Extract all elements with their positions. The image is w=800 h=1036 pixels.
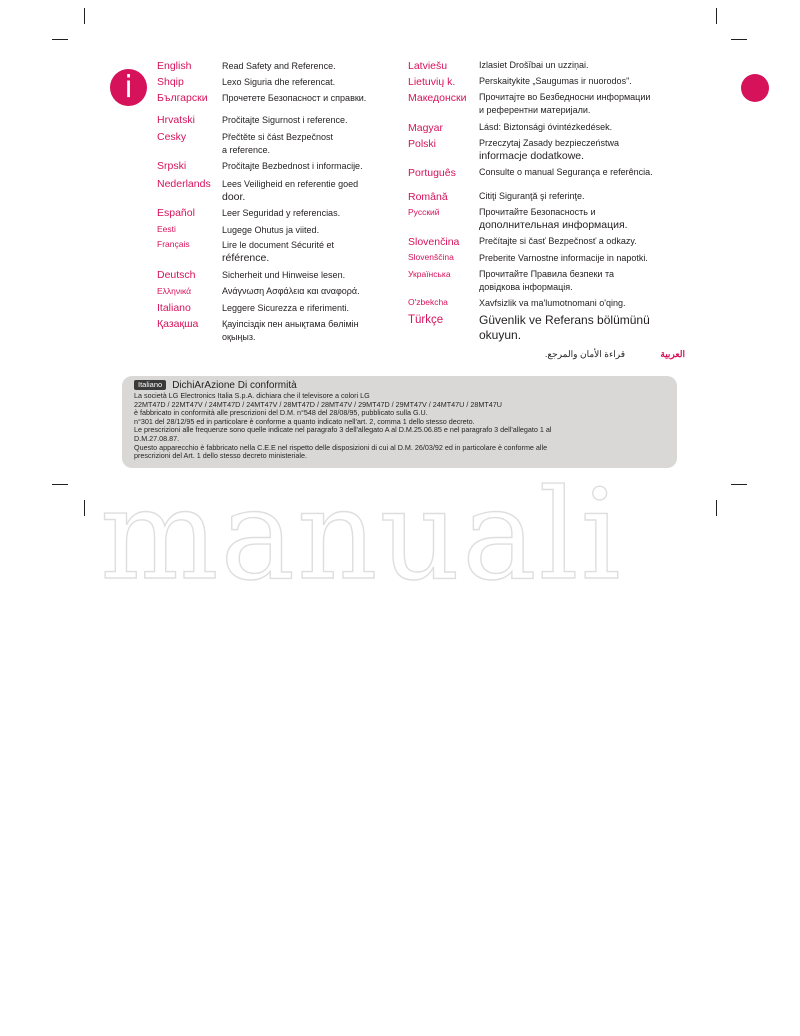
crop-mark [731, 484, 747, 485]
instruction-line: и референтни материјали. [479, 104, 591, 115]
edge-tab-icon [741, 74, 769, 102]
language-name: Slovenščina [408, 252, 454, 262]
language-instruction-arabic: قراءة الأمان والمرجع. [544, 349, 625, 359]
language-instruction: Ανάγνωση Ασφάλεια και αναφορά. [222, 286, 360, 296]
language-instruction: Leggere Sicurezza e riferimenti. [222, 303, 350, 313]
instruction-line: оқыңыз. [222, 331, 256, 342]
language-instruction: Lásd: Biztonsági óvintézkedések. [479, 122, 613, 132]
conformity-text [134, 392, 604, 461]
language-name: Cesky [157, 131, 187, 143]
conformity-line: Questo apparecchio è fabbricato nella C.E.E nel rispetto delle disposizioni di cui al D.M. 26/03/92 ed in particolare è conforme alle [134, 442, 548, 452]
language-instruction [479, 313, 650, 343]
instruction-line: Прочитайте Безопасность и [479, 207, 596, 217]
language-instruction: Lugege Ohutus ja viited. [222, 225, 320, 235]
language-name: Italiano [157, 302, 191, 314]
crop-mark [731, 39, 747, 40]
language-name: Português [408, 167, 456, 179]
instruction-line: Lees Veiligheid en referentie goed [222, 179, 359, 189]
language-instruction [479, 137, 619, 162]
instruction-line: Przeczytaj Zasady bezpieczeństwa [479, 138, 620, 148]
language-name: Shqip [157, 76, 184, 88]
language-instruction [222, 178, 358, 203]
instruction-line: Přečtěte si část Bezpečnost [222, 132, 334, 142]
language-name: English [157, 60, 192, 72]
language-name: O'zbekcha [408, 297, 448, 307]
conformity-line: Le prescrizioni alle frequenze sono quelle indicate nel paragrafo 3 dell'allegato A al D.M.25.06.85 e nel paragrafo 3 dell'allegato 1 al [134, 425, 552, 435]
language-name: Русский [408, 207, 440, 217]
language-name: Română [408, 191, 448, 203]
instruction-line: Güvenlik ve Referans bölümünü [479, 313, 650, 327]
language-name: Français [157, 239, 190, 249]
instruction-line: Прочитайте Правила безпеки та [479, 269, 614, 279]
language-instruction: Preberite Varnostne informacije in napotki. [479, 253, 648, 263]
language-instruction: Prečítajte si časť Bezpečnosť a odkazy. [479, 236, 637, 246]
language-name: Lietuvių k. [408, 76, 456, 88]
language-name: Polski [408, 138, 437, 150]
language-instruction: Read Safety and Reference. [222, 61, 336, 71]
crop-mark [84, 500, 85, 516]
watermark-text: manuali [100, 478, 623, 588]
language-name: Українська [408, 269, 451, 279]
language-name-arabic: العربية [660, 349, 685, 359]
conformity-header [134, 379, 297, 391]
instruction-line: okuyun. [479, 328, 522, 342]
instruction-line: Lire le document Sécurité et [222, 240, 335, 250]
language-instruction: Pročitajte Bezbednost i informacije. [222, 161, 363, 171]
language-instruction: Consulte o manual Segurança e referência. [479, 167, 653, 177]
language-tag: Italiano [134, 380, 166, 390]
language-name: Български [157, 92, 208, 104]
crop-mark [52, 484, 68, 485]
language-instruction: Lexo Siguria dhe referencat. [222, 77, 336, 87]
crop-mark [84, 8, 85, 24]
instruction-line: a reference. [222, 144, 271, 155]
language-name: Srpski [157, 160, 187, 172]
conformity-title: DichiArAzione Di conformità [172, 379, 297, 391]
language-instruction [222, 239, 334, 264]
language-instruction: Прочетете Безопасност и справки. [222, 93, 367, 103]
language-instruction [479, 268, 614, 293]
instruction-line: informacje dodatkowe. [479, 149, 585, 162]
instruction-line: дополнительная информация. [479, 218, 628, 231]
language-instruction: Sicherheit und Hinweise lesen. [222, 270, 346, 280]
crop-mark [716, 8, 717, 24]
language-name: Ελληνικά [157, 286, 192, 296]
instruction-line: Прочитајте во Безбедносни информации [479, 92, 651, 102]
language-name: Қазақша [157, 318, 199, 330]
crop-mark [716, 500, 717, 516]
conformity-line: n°301 del 28/12/95 ed in particolare è conforme a quanto indicato nell'art. 2, comma 1 dello stesso decreto. [134, 416, 475, 426]
language-name: Hrvatski [157, 114, 195, 126]
instruction-line: door. [222, 190, 246, 203]
language-name: Eesti [157, 224, 176, 234]
language-instruction: Pročitajte Sigurnost i reference. [222, 115, 348, 125]
language-instruction [222, 131, 333, 156]
watermark [100, 478, 700, 588]
language-instruction: Xavfsizlik va ma'lumotnomani o'qing. [479, 298, 626, 308]
conformity-line: La società LG Electronics Italia S.p.A. dichiara che il televisore a colori LG [134, 391, 370, 400]
language-name: Latviešu [408, 60, 448, 72]
language-instruction [222, 318, 359, 343]
language-name: Македонски [408, 92, 467, 104]
conformity-line: prescrizioni del Art. 1 dello stesso decreto ministeriale. [134, 451, 307, 461]
info-icon: i [110, 69, 147, 106]
language-instruction: Citiţi Siguranţă şi referinţe. [479, 191, 585, 201]
language-instruction: Izlasiet Drošībai un uzziņai. [479, 60, 589, 70]
instruction-line: référence. [222, 251, 270, 264]
instruction-line: довідкова інформація. [479, 281, 573, 292]
language-instruction: Perskaitykite „Saugumas ir nuorodos". [479, 76, 632, 86]
language-name: Español [157, 207, 195, 219]
conformity-line: D.M.27.08.87. [134, 433, 180, 443]
crop-mark [52, 39, 68, 40]
language-name: Slovenčina [408, 236, 460, 248]
language-instruction: Leer Seguridad y referencias. [222, 208, 341, 218]
conformity-line: è fabbricato in conformità alle prescrizioni del D.M. n°548 del 28/08/95, pubblicato sulla G.U. [134, 408, 428, 418]
language-name: Türkçe [408, 314, 444, 326]
instruction-line: Қауіпсіздік пен анықтама бөлімін [222, 319, 359, 329]
conformity-declaration-box [122, 376, 677, 468]
language-instruction [479, 206, 628, 231]
language-name: Deutsch [157, 269, 196, 281]
conformity-line: 22MT47D / 22MT47V / 24MT47D / 24MT47V / 28MT47D / 28MT47V / 29MT47D / 29MT47V / 24MT47U / 28MT47U [134, 399, 502, 409]
language-name: Magyar [408, 122, 444, 134]
language-instruction [479, 91, 650, 116]
language-name: Nederlands [157, 178, 211, 190]
